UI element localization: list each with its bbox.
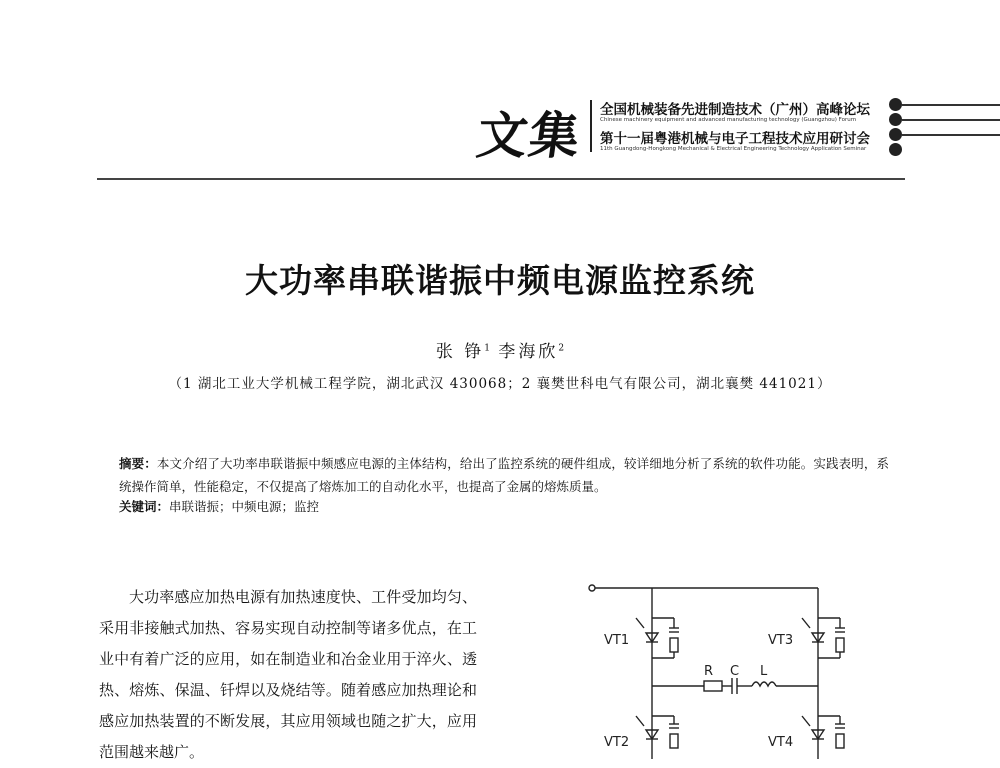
label-vt3: VT3	[768, 633, 794, 648]
circuit-diagram	[580, 578, 860, 759]
forum-title-1-en: Chinese machinery equipment and advanced manufacturing technology (Guangzhou) Forum	[600, 117, 857, 123]
forum-title-1: 全国机械装备先进制造技术（广州）高峰论坛	[600, 102, 870, 118]
author-1: 张 铮	[435, 342, 485, 362]
body-paragraph: 大功率感应加热电源有加热速度快、工件受加均匀、采用非接触式加热、容易实现自动控制等诸多优点，在工业中有着广泛的应用，如在制造业和冶金业用于淬火、透热、熔炼、保温、钎焊以及烧结等。随着感应加热理论和感应加热装置的不断发展，其应用领域也随之扩大，应用范围越来越广。	[99, 588, 477, 761]
vt1-resistor-icon	[670, 638, 678, 652]
badge-line	[902, 104, 1000, 106]
badge-line	[902, 119, 1000, 121]
keywords	[119, 497, 319, 515]
author-2-sup: 2	[558, 343, 565, 354]
decorative-badges	[889, 96, 1000, 156]
keywords-label: 关键词：	[119, 499, 170, 514]
vt4-resistor-icon	[836, 734, 844, 748]
abstract-label: 摘要：	[119, 456, 157, 471]
badge-icon	[889, 143, 902, 156]
author-2: 李海欣	[498, 342, 559, 362]
forum-title-2: 第十一届粤港机械与电子工程技术应用研讨会	[600, 131, 870, 147]
header	[0, 0, 1000, 190]
paper-title: 大功率串联谐振中频电源监控系统	[245, 261, 755, 300]
badge-icon	[889, 128, 902, 141]
vt2-resistor-icon	[670, 734, 678, 748]
body-text	[99, 582, 477, 768]
logo-divider	[590, 100, 592, 152]
label-vt1: VT1	[604, 633, 630, 648]
label-vt4: VT4	[768, 735, 794, 750]
label-l: L	[760, 664, 768, 679]
label-c: C	[730, 664, 740, 679]
resistor-r-icon	[704, 681, 722, 691]
label-vt2: VT2	[604, 735, 630, 750]
logo-wenji: 文集	[473, 106, 586, 165]
affiliation: （1 湖北工业大学机械工程学院，湖北武汉 430068；2 襄樊世科电气有限公司，湖北襄樊 441021）	[168, 376, 832, 392]
forum-title-2-en: 11th Guangdong-Hongkong Mechanical & Electrical Engineering Technology Application Seminar	[600, 146, 867, 152]
abstract	[119, 452, 889, 498]
label-r: R	[704, 664, 714, 679]
badge-icon	[889, 98, 902, 111]
inductor-l-icon	[752, 682, 776, 686]
badge-icon	[889, 113, 902, 126]
header-rule	[97, 178, 905, 180]
input-terminal	[589, 585, 595, 591]
abstract-text: 本文介绍了大功率串联谐振中频感应电源的主体结构，给出了监控系统的硬件组成，较详细地分析了系统的软件功能。实践表明，系统操作简单，性能稳定，不仅提高了熔炼加工的自动化水平，也提高了金属的熔炼质量。	[119, 456, 889, 494]
keywords-text: 串联谐振；中频电源；监控	[169, 499, 320, 514]
badge-line	[902, 134, 1000, 136]
vt3-resistor-icon	[836, 638, 844, 652]
authors	[0, 337, 1000, 362]
author-1-sup: 1	[484, 343, 490, 354]
